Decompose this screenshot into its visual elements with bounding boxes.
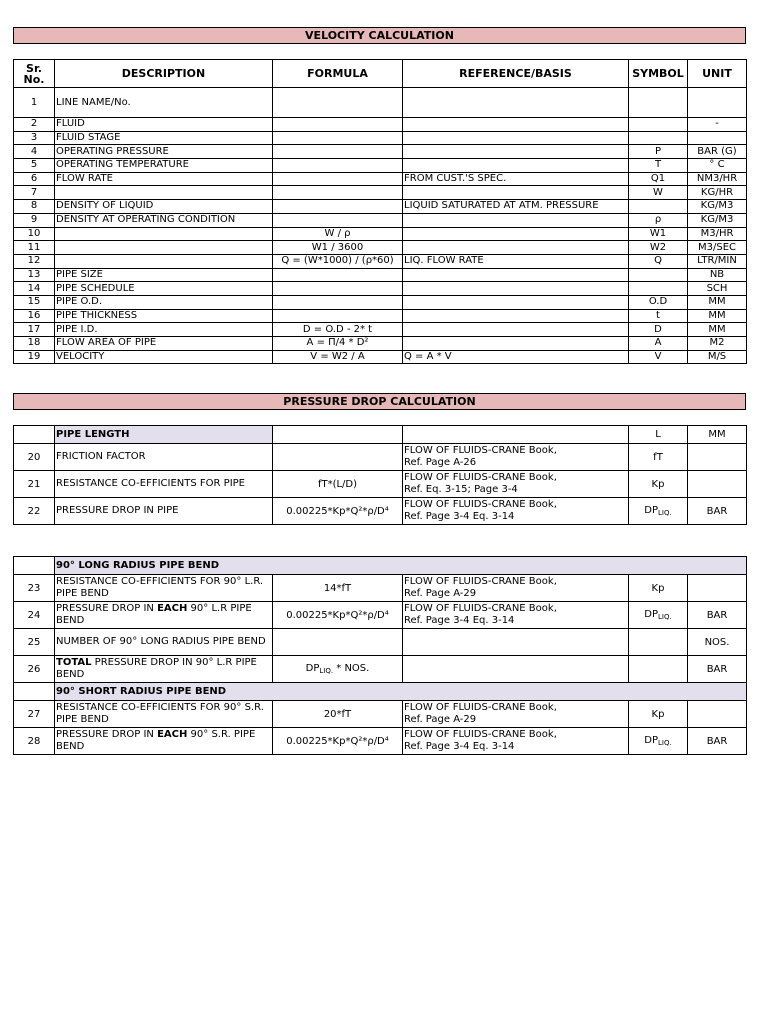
unit-cell: NOS.	[688, 629, 747, 656]
unit-cell	[688, 88, 747, 118]
row-no: 7	[14, 186, 55, 200]
formula-cell: W1 / 3600	[273, 241, 403, 255]
unit-cell: M2	[688, 337, 747, 351]
symbol-cell	[629, 575, 688, 602]
row-no: 13	[14, 268, 55, 282]
unit-cell: LTR/MIN	[688, 254, 747, 268]
velocity-header-row	[14, 60, 747, 88]
table-row	[14, 282, 747, 296]
description-text: 90° L.R PIPE BEND	[56, 603, 252, 626]
reference-cell	[403, 602, 629, 629]
symbol-cell	[629, 656, 688, 683]
formula-cell	[273, 159, 403, 173]
row-no: 12	[14, 254, 55, 268]
row-no: 23	[14, 575, 55, 602]
symbol-cell: t	[629, 309, 688, 323]
table-row	[14, 172, 747, 186]
reference-cell	[403, 498, 629, 525]
table-row	[14, 575, 747, 602]
symbol-cell	[629, 131, 688, 145]
reference-line-1: FLOW OF FLUIDS-CRANE Book,	[404, 702, 557, 713]
symbol-cell	[629, 728, 688, 755]
formula-cell	[273, 145, 403, 159]
row-no: 5	[14, 159, 55, 173]
formula-cell	[273, 295, 403, 309]
table-row	[14, 268, 747, 282]
table-row	[14, 323, 747, 337]
table-row	[14, 241, 747, 255]
reference-line-1: FLOW OF FLUIDS-CRANE Book,	[404, 445, 557, 456]
table-row	[14, 213, 747, 227]
symbol-text: DP	[644, 735, 659, 746]
reference-cell	[403, 145, 629, 159]
row-no: 25	[14, 629, 55, 656]
table-row	[14, 227, 747, 241]
description-cell: VELOCITY	[55, 350, 273, 364]
description-cell	[55, 241, 273, 255]
formula-cell	[273, 268, 403, 282]
reference-line-2: Ref. Page A-29	[404, 588, 477, 599]
header-formula: FORMULA	[273, 60, 403, 88]
row-no-cell	[14, 557, 55, 575]
header-symbol: SYMBOL	[629, 60, 688, 88]
symbol-cell: W2	[629, 241, 688, 255]
row-no: 4	[14, 145, 55, 159]
velocity-section-title: VELOCITY CALCULATION	[13, 27, 746, 44]
formula-cell: 0.00225*Kp*Q²*ρ/D⁴	[273, 498, 403, 525]
empty-cell	[403, 426, 629, 444]
symbol-cell	[629, 268, 688, 282]
description-cell: PIPE THICKNESS	[55, 309, 273, 323]
row-no-cell	[14, 683, 55, 701]
short-radius-title: 90° SHORT RADIUS PIPE BEND	[55, 683, 747, 701]
header-reference: REFERENCE/BASIS	[403, 60, 629, 88]
row-no: 15	[14, 295, 55, 309]
formula-cell	[273, 309, 403, 323]
reference-cell	[403, 701, 629, 728]
description-cell: RESISTANCE CO-EFFICIENTS FOR 90° L.R. PIPE BEND	[55, 575, 273, 602]
description-text: PRESSURE DROP IN 90° L.R PIPE BEND	[56, 657, 257, 680]
formula-cell: fT*(L/D)	[273, 471, 403, 498]
unit-cell	[688, 471, 747, 498]
unit-cell: BAR	[688, 728, 747, 755]
symbol-cell: T	[629, 159, 688, 173]
symbol-cell: W	[629, 186, 688, 200]
row-no: 26	[14, 656, 55, 683]
row-no: 8	[14, 200, 55, 214]
description-cell: PIPE I.D.	[55, 323, 273, 337]
unit-cell: -	[688, 118, 747, 132]
row-no: 27	[14, 701, 55, 728]
reference-line-2: Ref. Eq. 3-15; Page 3-4	[404, 484, 518, 495]
formula-cell: W / ρ	[273, 227, 403, 241]
description-cell: FLUID STAGE	[55, 131, 273, 145]
table-row	[14, 131, 747, 145]
unit-cell: ° C	[688, 159, 747, 173]
formula-cell	[273, 282, 403, 296]
pipe-length-unit: MM	[688, 426, 747, 444]
description-emphasis: EACH	[157, 603, 188, 614]
reference-cell	[403, 656, 629, 683]
row-no: 2	[14, 118, 55, 132]
unit-cell	[688, 701, 747, 728]
unit-cell: NM3/HR	[688, 172, 747, 186]
formula-cell: V = W2 / A	[273, 350, 403, 364]
description-cell: RESISTANCE CO-EFFICIENTS FOR PIPE	[55, 471, 273, 498]
symbol-cell	[629, 701, 688, 728]
formula-cell: D = O.D - 2* t	[273, 323, 403, 337]
description-emphasis: EACH	[157, 729, 188, 740]
symbol-cell: O.D	[629, 295, 688, 309]
reference-cell: LIQ. FLOW RATE	[403, 254, 629, 268]
reference-line-1: FLOW OF FLUIDS-CRANE Book,	[404, 499, 557, 510]
formula-subscript: LIQ.	[319, 667, 334, 675]
row-no: 17	[14, 323, 55, 337]
row-no: 3	[14, 131, 55, 145]
velocity-table	[13, 59, 747, 364]
reference-cell	[403, 471, 629, 498]
short-radius-header-row	[14, 683, 747, 701]
table-row	[14, 350, 747, 364]
pressure-section-title: PRESSURE DROP CALCULATION	[13, 393, 746, 410]
reference-cell	[403, 88, 629, 118]
table-row	[14, 498, 747, 525]
unit-cell: BAR	[688, 656, 747, 683]
symbol-cell: Q1	[629, 172, 688, 186]
symbol-cell: Q	[629, 254, 688, 268]
table-row	[14, 471, 747, 498]
symbol-text: DP	[644, 609, 659, 620]
reference-cell	[403, 444, 629, 471]
unit-cell	[688, 131, 747, 145]
symbol-subscript: LIQ.	[658, 509, 672, 517]
formula-cell	[273, 656, 403, 683]
pipe-length-row	[14, 426, 747, 444]
reference-cell	[403, 118, 629, 132]
reference-cell	[403, 282, 629, 296]
description-text: PRESSURE DROP IN	[56, 729, 158, 740]
formula-text: DP	[305, 663, 320, 674]
table-row	[14, 309, 747, 323]
symbol-text: Kp	[651, 582, 665, 594]
row-no: 18	[14, 337, 55, 351]
description-cell	[55, 254, 273, 268]
unit-cell	[688, 444, 747, 471]
table-row	[14, 728, 747, 755]
unit-cell	[688, 575, 747, 602]
symbol-cell	[629, 282, 688, 296]
symbol-text: DP	[644, 505, 659, 516]
pressure-table	[13, 425, 747, 525]
long-radius-header-row	[14, 557, 747, 575]
formula-cell	[273, 213, 403, 227]
formula-cell	[273, 629, 403, 656]
description-cell: DENSITY OF LIQUID	[55, 200, 273, 214]
table-row	[14, 159, 747, 173]
reference-cell	[403, 131, 629, 145]
description-cell: FLOW RATE	[55, 172, 273, 186]
header-description: DESCRIPTION	[55, 60, 273, 88]
symbol-cell: ρ	[629, 213, 688, 227]
table-row	[14, 602, 747, 629]
row-no: 14	[14, 282, 55, 296]
description-text: 90° S.R. PIPE BEND	[56, 729, 256, 752]
table-row	[14, 88, 747, 118]
formula-cell: 14*fT	[273, 575, 403, 602]
pipe-length-label: PIPE LENGTH	[55, 426, 273, 444]
formula-cell	[273, 88, 403, 118]
description-cell: OPERATING TEMPERATURE	[55, 159, 273, 173]
description-cell	[55, 186, 273, 200]
reference-line-2: Ref. Page 3-4 Eq. 3-14	[404, 615, 515, 626]
formula-cell	[273, 200, 403, 214]
description-cell: PRESSURE DROP IN PIPE	[55, 498, 273, 525]
reference-cell	[403, 268, 629, 282]
reference-line-1: FLOW OF FLUIDS-CRANE Book,	[404, 729, 557, 740]
unit-cell: MM	[688, 323, 747, 337]
symbol-cell	[629, 118, 688, 132]
formula-cell	[273, 444, 403, 471]
row-no: 9	[14, 213, 55, 227]
formula-cell	[273, 131, 403, 145]
unit-cell: KG/HR	[688, 186, 747, 200]
description-cell: FRICTION FACTOR	[55, 444, 273, 471]
row-no: 11	[14, 241, 55, 255]
symbol-cell	[629, 471, 688, 498]
formula-cell	[273, 118, 403, 132]
symbol-cell: D	[629, 323, 688, 337]
reference-line-2: Ref. Page 3-4 Eq. 3-14	[404, 511, 515, 522]
bends-table	[13, 556, 747, 755]
formula-cell: 20*fT	[273, 701, 403, 728]
symbol-text: Kp	[651, 478, 665, 490]
row-no: 28	[14, 728, 55, 755]
reference-cell: FROM CUST.'S SPEC.	[403, 172, 629, 186]
empty-cell	[273, 426, 403, 444]
row-no: 22	[14, 498, 55, 525]
reference-cell	[403, 241, 629, 255]
description-cell	[55, 602, 273, 629]
symbol-cell: P	[629, 145, 688, 159]
symbol-text: Kp	[651, 708, 665, 720]
description-cell: PIPE SCHEDULE	[55, 282, 273, 296]
unit-cell: M/S	[688, 350, 747, 364]
reference-cell	[403, 728, 629, 755]
table-row	[14, 444, 747, 471]
table-row	[14, 701, 747, 728]
unit-cell: KG/M3	[688, 200, 747, 214]
symbol-cell: W1	[629, 227, 688, 241]
formula-cell	[273, 172, 403, 186]
formula-cell	[273, 186, 403, 200]
table-row	[14, 118, 747, 132]
reference-cell	[403, 213, 629, 227]
symbol-cell	[629, 498, 688, 525]
reference-cell	[403, 295, 629, 309]
symbol-cell	[629, 88, 688, 118]
symbol-subscript: LIQ.	[658, 613, 672, 621]
row-no: 24	[14, 602, 55, 629]
table-row	[14, 656, 747, 683]
reference-cell	[403, 309, 629, 323]
symbol-cell	[629, 444, 688, 471]
header-sr-no: Sr. No.	[14, 60, 55, 88]
unit-cell: MM	[688, 309, 747, 323]
formula-cell: A = Π/4 * D²	[273, 337, 403, 351]
symbol-cell	[629, 200, 688, 214]
row-no: 10	[14, 227, 55, 241]
unit-cell: KG/M3	[688, 213, 747, 227]
description-cell: PIPE O.D.	[55, 295, 273, 309]
row-no: 6	[14, 172, 55, 186]
description-text: PRESSURE DROP IN	[56, 603, 158, 614]
description-cell: OPERATING PRESSURE	[55, 145, 273, 159]
table-row	[14, 145, 747, 159]
description-cell	[55, 656, 273, 683]
formula-cell: Q = (W*1000) / (ρ*60)	[273, 254, 403, 268]
row-no: 19	[14, 350, 55, 364]
reference-line-2: Ref. Page 3-4 Eq. 3-14	[404, 741, 515, 752]
reference-cell	[403, 337, 629, 351]
table-row	[14, 200, 747, 214]
description-emphasis: TOTAL	[56, 657, 92, 668]
table-row	[14, 337, 747, 351]
row-no: 21	[14, 471, 55, 498]
description-cell: FLOW AREA OF PIPE	[55, 337, 273, 351]
unit-cell: BAR (G)	[688, 145, 747, 159]
description-cell: DENSITY AT OPERATING CONDITION	[55, 213, 273, 227]
reference-cell	[403, 159, 629, 173]
unit-cell: MM	[688, 295, 747, 309]
row-no-cell	[14, 426, 55, 444]
description-cell: RESISTANCE CO-EFFICIENTS FOR 90° S.R. PIPE BEND	[55, 701, 273, 728]
reference-line-2: Ref. Page A-29	[404, 714, 477, 725]
row-no: 1	[14, 88, 55, 118]
reference-cell	[403, 323, 629, 337]
unit-cell: M3/HR	[688, 227, 747, 241]
symbol-cell	[629, 602, 688, 629]
description-cell: LINE NAME/No.	[55, 88, 273, 118]
reference-line-1: FLOW OF FLUIDS-CRANE Book,	[404, 576, 557, 587]
reference-cell	[403, 186, 629, 200]
description-cell	[55, 728, 273, 755]
reference-cell: LIQUID SATURATED AT ATM. PRESSURE	[403, 200, 629, 214]
description-cell: PIPE SIZE	[55, 268, 273, 282]
unit-cell: SCH	[688, 282, 747, 296]
unit-cell: M3/SEC	[688, 241, 747, 255]
row-no: 20	[14, 444, 55, 471]
reference-cell	[403, 629, 629, 656]
formula-text: * NOS.	[333, 663, 370, 674]
description-cell: NUMBER OF 90° LONG RADIUS PIPE BEND	[55, 629, 273, 656]
unit-cell: BAR	[688, 498, 747, 525]
symbol-text: fT	[653, 451, 663, 463]
symbol-cell: V	[629, 350, 688, 364]
symbol-cell: A	[629, 337, 688, 351]
description-cell: FLUID	[55, 118, 273, 132]
table-row	[14, 186, 747, 200]
unit-cell: BAR	[688, 602, 747, 629]
reference-line-1: FLOW OF FLUIDS-CRANE Book,	[404, 472, 557, 483]
header-unit: UNIT	[688, 60, 747, 88]
symbol-subscript: LIQ.	[658, 739, 672, 747]
long-radius-title: 90° LONG RADIUS PIPE BEND	[55, 557, 747, 575]
reference-cell	[403, 575, 629, 602]
reference-cell: Q = A * V	[403, 350, 629, 364]
symbol-cell	[629, 629, 688, 656]
reference-line-2: Ref. Page A-26	[404, 457, 477, 468]
formula-cell: 0.00225*Kp*Q²*ρ/D⁴	[273, 602, 403, 629]
table-row	[14, 629, 747, 656]
unit-cell: NB	[688, 268, 747, 282]
table-row	[14, 254, 747, 268]
pipe-length-symbol: L	[629, 426, 688, 444]
table-row	[14, 295, 747, 309]
description-cell	[55, 227, 273, 241]
reference-cell	[403, 227, 629, 241]
row-no: 16	[14, 309, 55, 323]
reference-line-1: FLOW OF FLUIDS-CRANE Book,	[404, 603, 557, 614]
formula-cell: 0.00225*Kp*Q²*ρ/D⁴	[273, 728, 403, 755]
